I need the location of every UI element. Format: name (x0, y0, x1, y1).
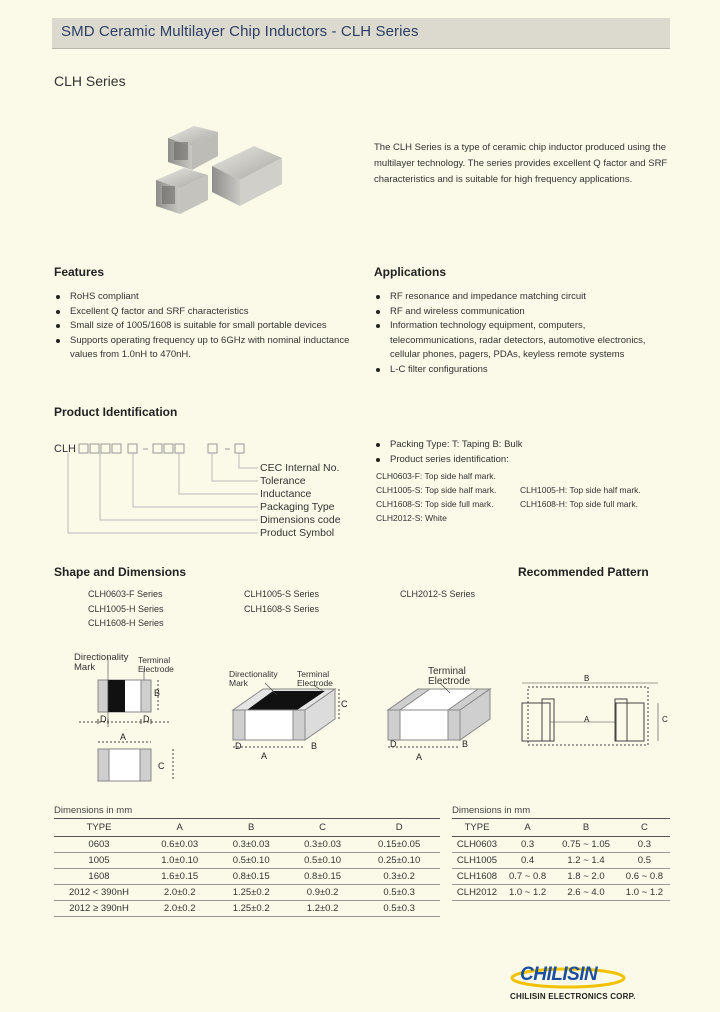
dim-letter: C (341, 699, 348, 709)
cell: 0.3±0.03 (215, 837, 286, 853)
series-name: CLH1608-H Series (88, 618, 164, 628)
dim-letter: D (390, 739, 397, 749)
dim-letter: C (158, 761, 165, 771)
dim-letter: D (143, 714, 150, 724)
series-name: CLH1608-S Series (244, 603, 320, 614)
drawing-half-mark (74, 652, 204, 787)
shape-heading: Shape and Dimensions (54, 565, 187, 579)
cell: 0.3±0.2 (358, 869, 440, 885)
series-name: CLH2012-S Series (400, 589, 476, 599)
cell: 0.7 ~ 0.8 (502, 869, 553, 885)
pattern-drawing (518, 675, 678, 755)
mark-note: CLH1005-H: Top side half mark. (520, 485, 641, 495)
col-header: D (358, 819, 440, 837)
label-dir-mark: Directionality Mark (229, 669, 278, 688)
mark-note: CLH0603-F: Top side half mark. (376, 471, 496, 481)
col-header: C (287, 819, 358, 837)
cell: 0.8±0.15 (287, 869, 358, 885)
col-header: B (215, 819, 286, 837)
cell: 0.25±0.10 (358, 853, 440, 869)
dim-letter: D (100, 714, 107, 724)
cell: CLH0603 (452, 837, 502, 853)
section-title: CLH Series (54, 73, 126, 89)
table-row (54, 869, 440, 885)
product-id-notes (374, 438, 694, 529)
cell: 0.5±0.10 (215, 853, 286, 869)
cell: 1.25±0.2 (215, 885, 286, 901)
code-prefix: CLH (54, 443, 77, 455)
cell: 0.3 (502, 837, 553, 853)
cell: 2012 < 390nH (54, 885, 144, 901)
series-group-1 (88, 587, 164, 631)
cell: 0.9±0.2 (287, 885, 358, 901)
label-terminal-big: Terminal Electrode (428, 666, 471, 687)
cell: 2.0±0.2 (144, 901, 215, 917)
drawing-2012 (380, 665, 500, 770)
feature-item: Supports operating frequency up to 6GHz with nominal inductance values from 1.0nH to 470nH. (54, 334, 354, 363)
col-header: TYPE (54, 819, 144, 837)
cell: 0.6±0.03 (144, 837, 215, 853)
table-row (452, 853, 670, 869)
cell: 1.25±0.2 (215, 901, 286, 917)
label-dimensions: Dimensions code (260, 514, 341, 526)
dim-letter: C (662, 715, 668, 724)
page-title: SMD Ceramic Multilayer Chip Inductors - CLH Series (61, 23, 419, 40)
cell: 1.0 ~ 1.2 (619, 885, 670, 901)
series-note: Product series identification: (374, 453, 694, 468)
mark-note: CLH1608-S: Top side full mark. (376, 499, 494, 509)
dim-letter: A (261, 751, 268, 761)
dim-letter: A (120, 732, 127, 742)
table-row (54, 885, 440, 901)
cell: 0.5±0.10 (287, 853, 358, 869)
application-item: RF and wireless communication (374, 305, 674, 320)
drawing-full-mark (225, 665, 365, 765)
cell: CLH1608 (452, 869, 502, 885)
application-item: RF resonance and impedance matching circuit (374, 290, 674, 305)
cell: CLH1005 (452, 853, 502, 869)
table-row (452, 869, 670, 885)
application-item: Information technology equipment, computers, telecommunications, radar detectors, automotive electronics, cellular phones, pagers, PDAs, keyless remote systems (374, 319, 674, 363)
cell: 0.8±0.15 (215, 869, 286, 885)
packing-note: Packing Type: T: Taping B: Bulk (374, 438, 694, 453)
cell: 2.6 ~ 4.0 (553, 885, 619, 901)
pattern-table (452, 818, 670, 901)
series-name: CLH1005-H Series (88, 603, 164, 614)
pattern-caption: Dimensions in mm (452, 805, 531, 816)
features-heading: Features (54, 265, 105, 279)
dim-letter: B (462, 739, 469, 749)
logo-text: CHILISIN (520, 964, 598, 985)
chip-photo-illustration (150, 120, 295, 220)
cell: 1.0 ~ 1.2 (502, 885, 553, 901)
mark-note: CLH2012-S: White (376, 513, 447, 523)
dims-caption: Dimensions in mm (54, 805, 133, 816)
feature-item: Small size of 1005/1608 is suitable for small portable devices (54, 319, 354, 334)
application-item: L-C filter configurations (374, 363, 674, 378)
cell: 0.4 (502, 853, 553, 869)
table-row (452, 885, 670, 901)
mark-note: CLH1608-H: Top side full mark. (520, 499, 638, 509)
feature-item: RoHS compliant (54, 290, 354, 305)
series-name: CLH0603-F Series (88, 589, 163, 599)
cell: 0.3±0.03 (287, 837, 358, 853)
label-cec-no: CEC Internal No. (260, 462, 340, 474)
col-header: A (144, 819, 215, 837)
series-name: CLH1005-S Series (244, 589, 320, 599)
label-inductance: Inductance (260, 488, 312, 500)
cell: 2012 ≥ 390nH (54, 901, 144, 917)
col-header: C (619, 819, 670, 837)
title-bar (52, 18, 670, 49)
company-logo (508, 962, 668, 1004)
product-photo (150, 120, 295, 220)
cell: 1.8 ~ 2.0 (553, 869, 619, 885)
dim-letter: D (235, 741, 242, 751)
cell: 0.6 ~ 0.8 (619, 869, 670, 885)
label-terminal: Terminal Electrode (297, 669, 333, 688)
cell: 1.2 ~ 1.4 (553, 853, 619, 869)
label-packaging: Packaging Type (260, 501, 335, 513)
pattern-drawing-svg (518, 675, 678, 755)
dim-letter: A (584, 715, 590, 724)
product-code-diagram (54, 440, 354, 545)
table-row (54, 901, 440, 917)
label-dir-mark: Directionality Mark (74, 652, 129, 673)
cell: 0.5±0.3 (358, 885, 440, 901)
table-row (54, 837, 440, 853)
product-id-heading: Product Identification (54, 405, 178, 419)
dim-letter: A (416, 752, 423, 762)
intro-text: The CLH Series is a type of ceramic chip inductor produced using the multilayer technology. The series provides excellent Q factor and SRF characteristics and is suitable for high frequency applications. (374, 142, 668, 185)
cell: 2.0±0.2 (144, 885, 215, 901)
cell: 1005 (54, 853, 144, 869)
label-symbol: Product Symbol (260, 527, 335, 539)
cell: 1.0±0.10 (144, 853, 215, 869)
col-header: A (502, 819, 553, 837)
pattern-heading: Recommended Pattern (518, 565, 649, 579)
table-row (54, 853, 440, 869)
mark-note: CLH1005-S: Top side half mark. (376, 485, 497, 495)
features-section (54, 265, 354, 363)
applications-section (374, 265, 674, 377)
cell: 0.5±0.3 (358, 901, 440, 917)
cell: 0.15±0.05 (358, 837, 440, 853)
dim-letter: B (311, 741, 318, 751)
table-row (452, 837, 670, 853)
applications-heading: Applications (374, 265, 447, 279)
label-tolerance: Tolerance (260, 475, 306, 487)
col-header: B (553, 819, 619, 837)
dim-letter: B (584, 674, 590, 683)
cell: 0.3 (619, 837, 670, 853)
company-name: CHILISIN ELECTRONICS CORP. (510, 992, 636, 1001)
feature-item: Excellent Q factor and SRF characteristics (54, 305, 354, 320)
cell: 0.5 (619, 853, 670, 869)
cell: 1.6±0.15 (144, 869, 215, 885)
cell: 1.2±0.2 (287, 901, 358, 917)
col-header: TYPE (452, 819, 502, 837)
cell: CLH2012 (452, 885, 502, 901)
series-group-2 (244, 587, 319, 616)
cell: 0603 (54, 837, 144, 853)
series-group-3 (400, 587, 475, 602)
cell: 1608 (54, 869, 144, 885)
label-terminal: Terminal Electrode (138, 655, 174, 674)
cell: 0.75 ~ 1.05 (553, 837, 619, 853)
dim-letter: B (154, 688, 161, 698)
dimensions-table (54, 818, 440, 917)
